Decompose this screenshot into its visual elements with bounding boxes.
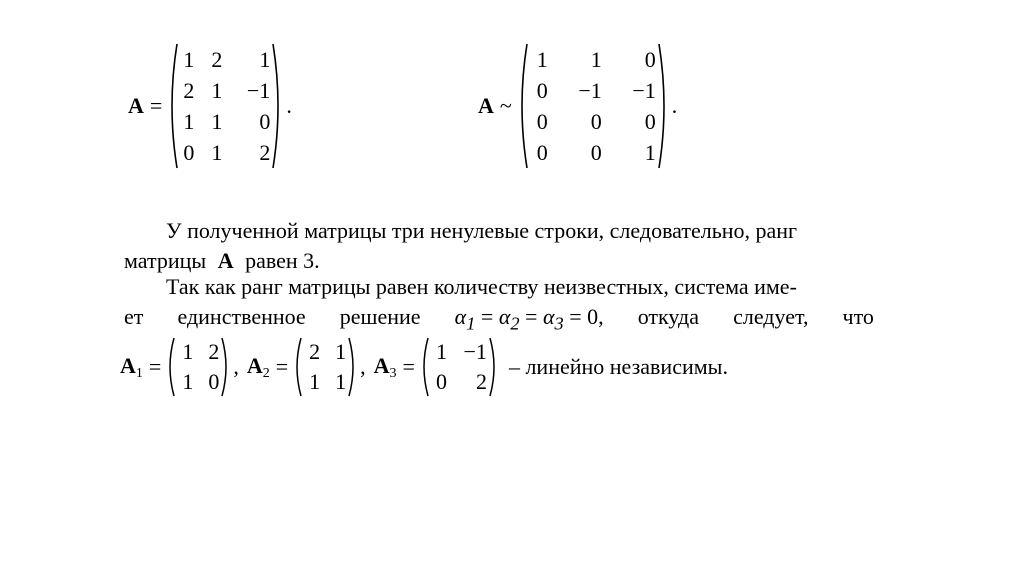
matrix-cell: 1: [435, 339, 447, 364]
matrix-cell: 2: [183, 78, 195, 103]
equals-sign: =: [148, 354, 162, 379]
matrix-cell: 0: [644, 47, 656, 72]
text-line: [124, 272, 874, 302]
text-fragment: матрицы: [124, 248, 207, 273]
period: .: [671, 93, 678, 118]
alpha-symbol: α: [498, 304, 511, 329]
matrix-cell: 0: [435, 369, 447, 394]
right-paren: [221, 336, 231, 398]
matrix-cell: −1: [463, 339, 487, 364]
matrix-cell: −1: [246, 78, 271, 103]
period: .: [286, 93, 292, 118]
matrix-cell: 1: [644, 140, 656, 165]
word: следует,: [733, 304, 809, 329]
text-line: [124, 216, 874, 246]
text-line: [124, 302, 874, 338]
matrix-cell: 2: [309, 339, 321, 364]
matrix-a2-grid: [302, 338, 348, 396]
equals-sign: =: [402, 354, 415, 379]
left-paren: [166, 42, 178, 170]
left-paren: [516, 42, 528, 170]
subscript: 3: [554, 313, 564, 334]
matrix-cell: 1: [335, 339, 347, 364]
comma: ,: [233, 354, 239, 379]
left-paren: [165, 336, 175, 398]
matrix-cell: 1: [183, 109, 195, 134]
right-paren: [272, 42, 284, 170]
matrix-cell: −1: [632, 78, 656, 103]
matrix-cell: 0: [208, 369, 220, 394]
matrix-cell: 1: [211, 109, 223, 134]
matrix-cell: 1: [182, 369, 194, 394]
matrix-cell: 2: [208, 339, 220, 364]
matrix-cell: 0: [590, 109, 602, 134]
comma: ,: [598, 304, 604, 329]
matrix-cell: 2: [259, 140, 271, 165]
matrix-a1-label: $A_1$: [120, 352, 143, 381]
right-paren: [658, 42, 670, 170]
equals-sign: =: [149, 93, 163, 118]
equals-sign: =: [569, 304, 582, 329]
text-line-1: Так как ранг матрицы равен количеству неизвестных, система име-: [166, 274, 797, 299]
text-fragment: равен 3.: [245, 248, 320, 273]
conclusion-text: – линейно независимы.: [508, 354, 728, 379]
matrix-a-label: A: [478, 93, 494, 118]
text-line-1: У полученной матрицы три ненулевые строки, следовательно, ранг: [166, 218, 798, 243]
word: единственное: [177, 304, 306, 329]
word: что: [842, 304, 874, 329]
matrix-a3-label: $A_3$: [373, 352, 397, 381]
zero: 0: [587, 304, 599, 329]
tilde-sign: ~: [499, 93, 512, 118]
right-paren: [489, 336, 499, 398]
alpha-symbol: α: [454, 304, 467, 329]
word: решение: [339, 304, 421, 329]
matrix-reduced-grid: [528, 46, 658, 166]
matrix-cell: 2: [475, 369, 487, 394]
matrix-cell: 1: [211, 140, 223, 165]
matrix-cell: 1: [259, 47, 271, 72]
left-paren: [419, 336, 429, 398]
equals-sign: =: [480, 304, 494, 329]
matrix-cell: −1: [578, 78, 602, 103]
equals-sign: =: [275, 354, 289, 379]
matrix-cell: 0: [644, 109, 656, 134]
left-paren: [292, 336, 302, 398]
matrix-cell: 1: [182, 339, 194, 364]
matrix-cell: 1: [335, 369, 347, 394]
matrix-cell: 0: [536, 78, 548, 103]
vector-matrices-row: [120, 336, 728, 398]
matrix-a3-grid: [429, 338, 489, 396]
word: откуда: [637, 304, 699, 329]
alpha-equation: [455, 302, 604, 338]
matrix-a2-label: $A_2$: [246, 352, 270, 381]
matrix-cell: 2: [211, 47, 223, 72]
paragraph-solution: [124, 272, 874, 338]
matrix-symbol: A: [217, 248, 234, 273]
matrix-cell: 0: [590, 140, 602, 165]
alpha-symbol: α: [542, 304, 555, 329]
paragraph-rank: [124, 216, 874, 276]
matrix-cell: 0: [183, 140, 195, 165]
matrix-cell: 0: [536, 109, 548, 134]
matrix-a1-grid: [175, 338, 221, 396]
right-paren: [348, 336, 358, 398]
matrix-cell: 1: [211, 78, 223, 103]
matrix-cell: 0: [536, 140, 548, 165]
subscript: 1: [466, 313, 476, 334]
word: ет: [124, 304, 144, 329]
matrix-cell: 0: [259, 109, 271, 134]
matrix-cell: 1: [309, 369, 321, 394]
matrix-cell: 1: [183, 47, 195, 72]
matrix-a-equation: [128, 42, 292, 170]
comma: ,: [360, 354, 366, 379]
matrix-cell: 1: [590, 47, 602, 72]
matrix-reduced-equation: [478, 42, 677, 170]
matrix-cell: 1: [536, 47, 548, 72]
matrix-a-grid: [178, 46, 272, 166]
subscript: 2: [510, 313, 520, 334]
equals-sign: =: [525, 304, 538, 329]
matrix-a-label: A: [128, 93, 144, 118]
